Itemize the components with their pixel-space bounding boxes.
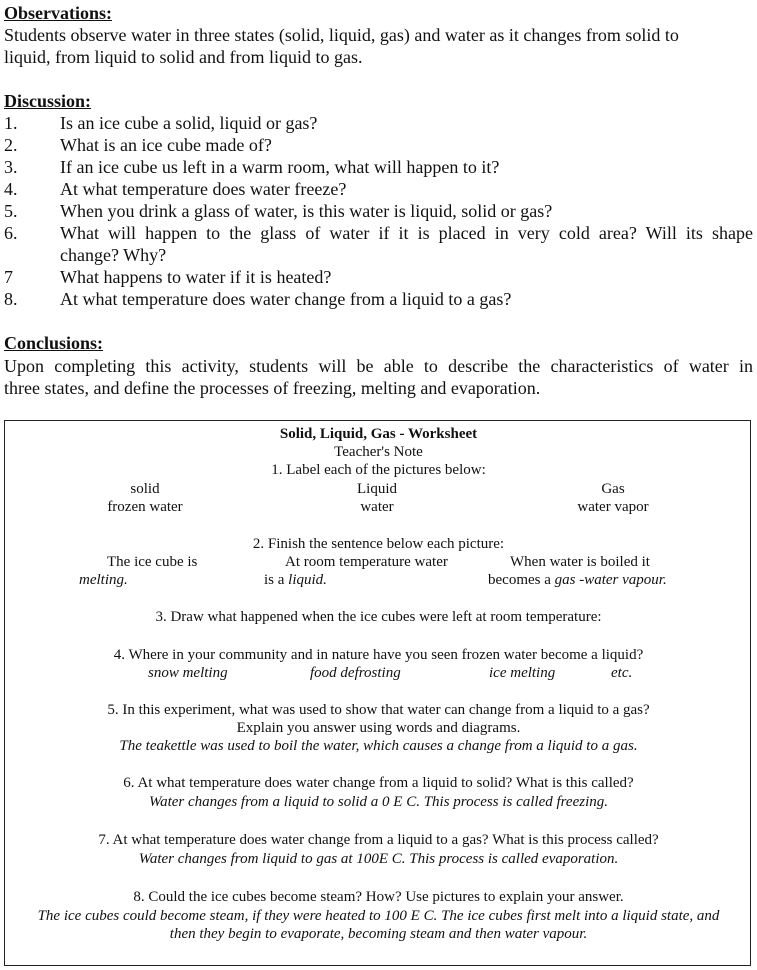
sentence-3-answer: gas -water vapour.	[554, 572, 667, 588]
discussion-question	[4, 200, 552, 222]
question-continuation: change? Why?	[60, 245, 167, 265]
discussion-heading: Discussion:	[4, 91, 92, 111]
observations-line-2: liquid, from liquid to solid and from liquid to gas.	[4, 47, 363, 67]
conclusions-line-1: Upon completing this activity, students will be able to describe the characteristics of water in	[4, 356, 753, 376]
sentence-1-start: The ice cube is	[107, 554, 198, 570]
question-number: 4.	[4, 179, 18, 199]
question-5-line-1: 5. In this experiment, what was used to show that water can change from a liquid to a gas?	[107, 702, 650, 718]
question-number: 5.	[4, 201, 18, 221]
worksheet-title: Solid, Liquid, Gas - Worksheet	[279, 426, 478, 442]
question-5-line-2: Explain you answer using words and diagrams.	[236, 720, 521, 736]
question-number: 8.	[4, 289, 18, 309]
sentence-1-answer: melting.	[79, 572, 128, 588]
question-text: What will happen to the glass of water if it is placed in very cold area? Will its shape	[60, 223, 753, 243]
observations-line-1: Students observe water in three states (solid, liquid, gas) and water as it changes from solid to	[4, 25, 679, 45]
observations-heading: Observations:	[4, 3, 112, 23]
question-8-answer-line-2: then they begin to evaporate, becoming steam and then water vapour.	[169, 926, 588, 942]
label-gas-sub: water vapor	[577, 499, 649, 515]
question-text: At what temperature does water change from a liquid to a gas?	[60, 289, 512, 309]
discussion-question	[4, 178, 346, 200]
q4-answer-3: ice melting	[489, 665, 556, 681]
discussion-question	[4, 222, 753, 244]
question-6-answer: Water changes from a liquid to solid a 0 E C. This process is called freezing.	[148, 794, 609, 810]
question-number: 2.	[4, 135, 18, 155]
question-6: 6. At what temperature does water change from a liquid to solid? What is this called?	[123, 775, 634, 791]
question-8: 8. Could the ice cubes become steam? How? Use pictures to explain your answer.	[133, 889, 624, 905]
q4-answer-4: etc.	[611, 665, 633, 681]
worksheet-box	[4, 420, 751, 966]
label-liquid: Liquid	[357, 481, 397, 497]
question-2: 2. Finish the sentence below each picture:	[252, 536, 505, 552]
label-solid: solid	[130, 481, 160, 497]
question-text: At what temperature does water freeze?	[60, 179, 347, 199]
question-number: 3.	[4, 157, 18, 177]
question-5-answer: The teakettle was used to boil the water, which causes a change from a liquid to a gas.	[119, 738, 638, 754]
discussion-question	[4, 266, 331, 288]
question-number: 7	[4, 267, 13, 287]
conclusions-heading: Conclusions:	[4, 333, 104, 353]
question-text: Is an ice cube a solid, liquid or gas?	[60, 113, 318, 133]
question-8-answer-line-1: The ice cubes could become steam, if they were heated to 100 E C. The ice cubes first melt into a liquid state, and	[37, 908, 720, 924]
question-text: If an ice cube us left in a warm room, what will happen to it?	[60, 157, 500, 177]
sentence-2-end	[264, 571, 327, 589]
discussion-question	[4, 112, 317, 134]
question-text: When you drink a glass of water, is this water is liquid, solid or gas?	[60, 201, 553, 221]
discussion-question	[4, 156, 499, 178]
question-text: What happens to water if it is heated?	[60, 267, 332, 287]
question-number: 6.	[4, 223, 18, 243]
question-4: 4. Where in your community and in nature have you seen frozen water become a liquid?	[113, 647, 644, 663]
sentence-3-prefix: becomes a	[488, 572, 555, 588]
worksheet-subtitle: Teacher's Note	[334, 444, 423, 460]
sentence-3-end	[488, 571, 667, 589]
discussion-question	[4, 288, 511, 310]
question-7-answer: Water changes from liquid to gas at 100E C. This process is called evaporation.	[138, 851, 619, 867]
sentence-2-prefix: is a	[264, 572, 289, 588]
question-text: What is an ice cube made of?	[60, 135, 272, 155]
label-solid-sub: frozen water	[107, 499, 183, 515]
discussion-question	[4, 134, 272, 156]
label-liquid-sub: water	[360, 499, 394, 515]
question-1: 1. Label each of the pictures below:	[271, 462, 486, 478]
sentence-2-answer: liquid.	[288, 572, 327, 588]
sentence-3-start: When water is boiled it	[510, 554, 650, 570]
q4-answer-2: food defrosting	[310, 665, 401, 681]
q4-answer-1: snow melting	[148, 665, 228, 681]
question-3: 3. Draw what happened when the ice cubes were left at room temperature:	[155, 609, 602, 625]
question-number: 1.	[4, 113, 18, 133]
question-7: 7. At what temperature does water change from a liquid to a gas? What is this process called?	[98, 832, 659, 848]
label-gas: Gas	[601, 481, 625, 497]
sentence-2-start: At room temperature water	[285, 554, 448, 570]
conclusions-line-2: three states, and define the processes of freezing, melting and evaporation.	[4, 378, 541, 398]
